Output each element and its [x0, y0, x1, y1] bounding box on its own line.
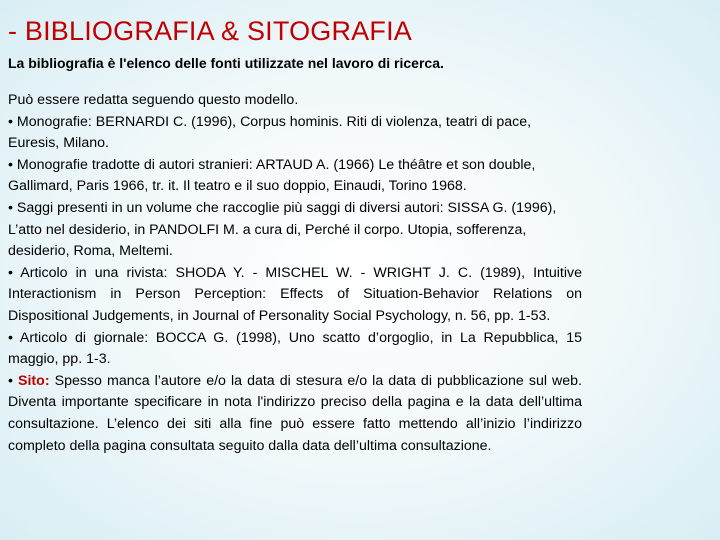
- entry-sito: [8, 371, 582, 457]
- entry-text: Monografie tradotte di autori stranieri: ARTAUD A. (1966) Le théâtre et son double, Gallimard, Paris 1966, tr. it. Il teatro e il suo doppio, Einaudi, Torino 1968.: [8, 156, 536, 195]
- entry-text: Articolo di giornale: BOCCA G. (1998), Uno scatto d’orgoglio, in La Repubblica, 15 maggio, pp. 1-3.: [8, 329, 582, 368]
- sito-label: Sito:: [18, 372, 50, 389]
- bullet-icon: •: [8, 113, 13, 130]
- slide-subtitle: La bibliografia è l'elenco delle fonti utilizzate nel lavoro di ricerca.: [8, 55, 444, 71]
- bullet-icon: •: [8, 264, 13, 281]
- entry-text: Articolo in una rivista: SHODA Y. - MISCHEL W. - WRIGHT J. C. (1989), Intuitive Interactionism in Person Perception: Effects of Situation-Behavior Relations on Dispositional Judgements, in Journal of Personality Social Psychology, n. 56, pp. 1-53.: [8, 264, 582, 324]
- bullet-icon: •: [8, 199, 13, 216]
- entry-monografie-tradotte: [8, 155, 582, 198]
- slide-body: [8, 90, 582, 457]
- entry-articolo-rivista: [8, 263, 582, 328]
- bullet-icon: •: [8, 372, 13, 389]
- entry-monografie: [8, 112, 582, 155]
- entry-text: Saggi presenti in un volume che raccoglie più saggi di diversi autori: SISSA G. (1996), L’atto nel desiderio, in PANDOLFI M. a cura di, Perché il corpo. Utopia, sofferenza, desiderio, Roma, Meltemi.: [8, 199, 557, 260]
- entry-text: Spesso manca l’autore e/o la data di stesura e/o la data di pubblicazione sul web. Diventa importante specificare in nota l'indirizzo preciso della pagina e la data dell’ultima consultazione. L’elenco dei siti alla fine può essere fatto mettendo all’inizio l’indirizzo completo della pagina consultata seguito dalla data dell’ultima consultazione.: [8, 372, 583, 454]
- entry-saggi: [8, 198, 582, 263]
- entry-articolo-giornale: [8, 328, 582, 371]
- bullet-icon: •: [8, 329, 13, 346]
- bullet-icon: •: [8, 156, 13, 173]
- entry-text: Monografie: BERNARDI C. (1996), Corpus hominis. Riti di violenza, teatri di pace, Euresis, Milano.: [8, 113, 532, 152]
- slide-title: - BIBLIOGRAFIA & SITOGRAFIA: [8, 16, 412, 46]
- intro-text: Può essere redatta seguendo questo modello.: [8, 92, 299, 108]
